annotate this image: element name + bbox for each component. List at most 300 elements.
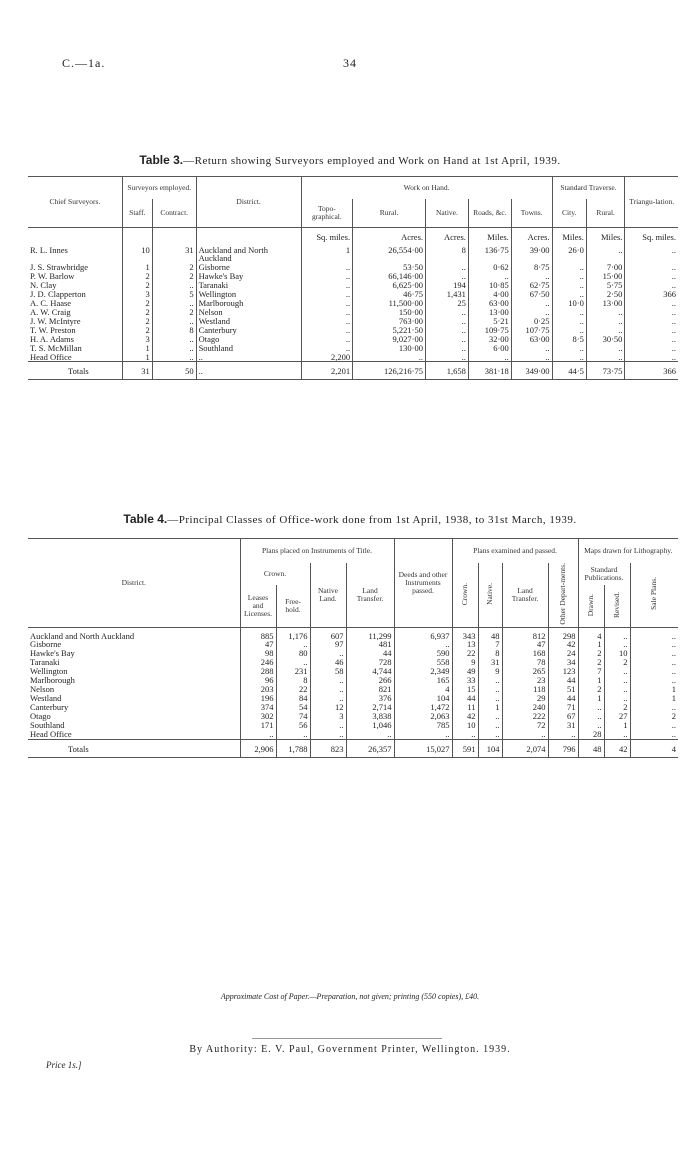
t3-cell <box>28 228 122 242</box>
t4-h-district: District. <box>28 539 240 628</box>
t4-cell: 171 <box>240 721 276 730</box>
page-number: 34 <box>343 56 357 70</box>
t3-cell: 53·50 <box>353 263 426 272</box>
t4-cell: 44 <box>548 694 578 703</box>
t3-cell: .. <box>468 353 511 362</box>
table4-header <box>28 539 678 628</box>
t4-cell: 98 <box>240 649 276 658</box>
t4-h-deeds: Deeds and other Instruments passed. <box>394 539 452 628</box>
t3-h-towns: Towns. <box>511 199 552 228</box>
t3-cell: A. W. Craig <box>28 308 122 317</box>
t3-row <box>28 353 678 362</box>
t3-cell: Marlborough <box>196 299 301 308</box>
t3-cell: 2 <box>152 263 196 272</box>
table3 <box>28 176 678 380</box>
t3-cell: 2 <box>122 326 152 335</box>
t4-cell: 84 <box>276 694 310 703</box>
t3-cell: .. <box>301 317 352 326</box>
t3-cell: 5 <box>152 290 196 299</box>
t3-cell: .. <box>426 272 469 281</box>
t3-cell: 150·00 <box>353 308 426 317</box>
t3-cell: .. <box>301 344 352 353</box>
t4-cell: 44 <box>346 649 394 658</box>
t4-cell: 2,074 <box>502 739 548 757</box>
authority-line: By Authority: E. V. Paul, Government Printer, Wellington. 1939. <box>189 1044 511 1055</box>
t3-cell: 763·00 <box>353 317 426 326</box>
t3-cell: .. <box>152 353 196 362</box>
t3-cell: 2 <box>122 281 152 290</box>
table3-title-label: Table 3. <box>139 153 184 167</box>
t3-cell: A. C. Haase <box>28 299 122 308</box>
t4-cell: .. <box>478 730 502 739</box>
t4-cell: 7 <box>478 640 502 649</box>
t3-cell: .. <box>152 317 196 326</box>
t3-cell: 7·00 <box>586 263 625 272</box>
t4-cell: .. <box>310 685 346 694</box>
t3-cell: Southland <box>196 344 301 353</box>
t4-cell: 481 <box>346 640 394 649</box>
t3-cell: 5·21 <box>468 317 511 326</box>
t4-cell: 231 <box>276 667 310 676</box>
t3-cell: .. <box>511 272 552 281</box>
t4-row <box>28 640 678 649</box>
t4-cell: 1 <box>671 692 676 703</box>
t3-cell: .. <box>511 353 552 362</box>
t3-cell: .. <box>671 298 676 309</box>
t4-cell: 203 <box>240 685 276 694</box>
t3-cell: .. <box>511 308 552 317</box>
t3-cell: .. <box>301 281 352 290</box>
t4-cell: Head Office <box>28 730 240 739</box>
t3-cell: .. <box>196 362 301 380</box>
t4-cell: .. <box>604 667 630 676</box>
t4-cell: 6,937 <box>394 627 452 640</box>
t4-cell: 71 <box>548 703 578 712</box>
t3-cell: .. <box>152 335 196 344</box>
t4-cell: 1,176 <box>276 627 310 640</box>
t3-cell: 6,625·00 <box>353 281 426 290</box>
t4-cell: Otago <box>28 712 240 721</box>
t4-cell: 1 <box>478 703 502 712</box>
t3-cell: 50 <box>152 362 196 380</box>
t3-cell: 4·00 <box>468 290 511 299</box>
t3-cell: .. <box>552 272 586 281</box>
t3-cell <box>152 228 196 242</box>
t3-cell: 2 <box>122 308 152 317</box>
t3-cell: 2·50 <box>586 290 625 299</box>
t3-cell: .. <box>671 271 676 282</box>
t3-units-row <box>28 228 678 242</box>
t4-cell: 8 <box>478 649 502 658</box>
t4-cell: .. <box>310 676 346 685</box>
t4-cell: 44 <box>548 676 578 685</box>
t3-cell: .. <box>552 353 586 362</box>
t3-cell: .. <box>426 317 469 326</box>
t4-cell: 1 <box>578 640 604 649</box>
t4-cell: .. <box>276 730 310 739</box>
t3-cell: J. D. Clapperton <box>28 290 122 299</box>
cost-note: Approximate Cost of Paper.—Preparation, not given; printing (550 copies), £40. <box>220 992 480 1001</box>
t4-row <box>28 667 678 676</box>
t4-cell: 590 <box>394 649 452 658</box>
t3-cell: 67·50 <box>511 290 552 299</box>
t4-cell: 2 <box>578 658 604 667</box>
t3-totals-row <box>28 362 678 380</box>
t4-cell: 2,714 <box>346 703 394 712</box>
t3-cell: 10 <box>122 242 152 264</box>
t4-totals-row <box>28 739 678 757</box>
t3-cell: 1,431 <box>426 290 469 299</box>
t3-cell: 13·00 <box>586 299 625 308</box>
t4-cell: 1,046 <box>346 721 394 730</box>
t3-cell: 10·85 <box>468 281 511 290</box>
table4-body <box>28 627 678 757</box>
t3-cell: .. <box>301 299 352 308</box>
t4-cell: Southland <box>28 721 240 730</box>
t4-cell: .. <box>578 712 604 721</box>
t3-cell: 6·00 <box>468 344 511 353</box>
t4-cell: 58 <box>310 667 346 676</box>
t4-cell: 42 <box>604 739 630 757</box>
table3-title <box>0 153 700 167</box>
t3-cell: T. W. Preston <box>28 326 122 335</box>
t3-cell: H. A. Adams <box>28 335 122 344</box>
t4-cell: 48 <box>578 739 604 757</box>
t4-cell: .. <box>671 701 676 712</box>
t3-cell: .. <box>586 353 625 362</box>
t3-cell: 66,146·00 <box>353 272 426 281</box>
t4-cell: 796 <box>548 739 578 757</box>
t3-cell: 109·75 <box>468 326 511 335</box>
t3-cell <box>196 228 301 242</box>
t4-cell: 1,472 <box>394 703 452 712</box>
t4-cell: .. <box>671 719 676 730</box>
footer-rule <box>252 1038 442 1039</box>
t3-cell: 107·75 <box>511 326 552 335</box>
t3-cell: 2 <box>122 272 152 281</box>
table4-title <box>0 512 700 526</box>
t3-cell: .. <box>586 317 625 326</box>
t4-cell: Gisborne <box>28 640 240 649</box>
t3-cell: .. <box>426 308 469 317</box>
t4-cell: 1 <box>578 694 604 703</box>
t3-cell: .. <box>301 263 352 272</box>
t3-cell: Canterbury <box>196 326 301 335</box>
t4-cell: 24 <box>548 649 578 658</box>
t4-cell: 222 <box>502 712 548 721</box>
t3-cell: .. <box>552 290 586 299</box>
t4-cell: 266 <box>346 676 394 685</box>
table4-title-text: —Principal Classes of Office-work done from 1st April, 1938, to 31st March, 1939. <box>167 514 577 526</box>
t3-cell: Taranaki <box>196 281 301 290</box>
t4-cell: 1 <box>671 684 676 695</box>
t3-cell: 0·25 <box>511 317 552 326</box>
t4-cell: 298 <box>548 627 578 640</box>
t4-cell: 2,349 <box>394 667 452 676</box>
t3-cell: 46·75 <box>353 290 426 299</box>
t4-cell: Wellington <box>28 667 240 676</box>
t4-h-ex-lt: Land Transfer. <box>502 563 548 627</box>
t3-cell: .. <box>511 344 552 353</box>
t3-cell: .. <box>586 242 625 264</box>
t4-cell: .. <box>240 730 276 739</box>
t3-cell: 11,500·00 <box>353 299 426 308</box>
t3-h-srural: Rural. <box>586 199 625 228</box>
t4-cell: 1 <box>604 721 630 730</box>
t4-cell: 9 <box>478 667 502 676</box>
table4 <box>28 538 678 758</box>
t4-cell: 47 <box>502 640 548 649</box>
t3-cell: .. <box>671 315 676 326</box>
t3-cell: 136·75 <box>468 242 511 264</box>
t4-cell: .. <box>604 730 630 739</box>
t3-cell: 2 <box>122 317 152 326</box>
t4-cell: 42 <box>452 712 478 721</box>
t3-h-staff: Staff. <box>122 199 152 228</box>
t4-cell: 885 <box>240 627 276 640</box>
t3-cell: 30·50 <box>586 335 625 344</box>
t4-h-examined: Plans examined and passed. <box>452 539 578 564</box>
t3-cell: .. <box>671 324 676 335</box>
t3-cell: Miles. <box>552 228 586 242</box>
t4-cell: .. <box>671 630 676 641</box>
t3-cell: 1,658 <box>426 362 469 380</box>
t4-row <box>28 676 678 685</box>
t4-cell: 240 <box>502 703 548 712</box>
t3-h-native: Native. <box>426 199 469 228</box>
t4-cell: .. <box>671 648 676 659</box>
t3-cell: 63·00 <box>511 335 552 344</box>
t3-cell: .. <box>152 299 196 308</box>
t4-cell: .. <box>310 730 346 739</box>
t3-cell: T. S. McMillan <box>28 344 122 353</box>
t4-cell: 4 <box>630 739 678 757</box>
t3-cell: Wellington <box>196 290 301 299</box>
t3-cell: 5·75 <box>586 281 625 290</box>
t4-h-ex-native: Native. <box>485 582 495 605</box>
t3-cell: 31 <box>122 362 152 380</box>
t4-cell: 7 <box>578 667 604 676</box>
t3-cell: Miles. <box>586 228 625 242</box>
t3-cell: 1 <box>122 263 152 272</box>
t3-cell: 366 <box>663 289 676 300</box>
t3-h-work: Work on Hand. <box>301 177 552 200</box>
t3-cell: 2,200 <box>301 353 352 362</box>
t3-cell: Totals <box>28 362 122 380</box>
t4-cell: .. <box>310 721 346 730</box>
t4-h-crown: Crown. <box>240 563 310 585</box>
t3-cell: 63·00 <box>468 299 511 308</box>
t4-row <box>28 694 678 703</box>
t4-cell: 823 <box>310 739 346 757</box>
table3-body <box>28 228 678 380</box>
t3-cell: .. <box>468 272 511 281</box>
t4-cell: .. <box>671 666 676 677</box>
t3-cell: Acres. <box>353 228 426 242</box>
t3-cell: 0·62 <box>468 263 511 272</box>
t3-cell: .. <box>426 326 469 335</box>
t4-cell: 288 <box>240 667 276 676</box>
t4-cell: 728 <box>346 658 394 667</box>
t3-cell: 366 <box>625 362 678 380</box>
t4-cell: 96 <box>240 676 276 685</box>
t4-cell: 165 <box>394 676 452 685</box>
t3-cell: .. <box>301 308 352 317</box>
t4-cell: 4 <box>578 627 604 640</box>
t3-cell: .. <box>552 308 586 317</box>
t3-cell: 2 <box>152 308 196 317</box>
t4-cell: 10 <box>452 721 478 730</box>
t3-cell: 1 <box>122 344 152 353</box>
t3-h-chief: Chief Surveyors. <box>28 177 122 228</box>
t4-cell: Marlborough <box>28 676 240 685</box>
t3-cell: .. <box>671 351 676 362</box>
t4-h-freehold: Free-hold. <box>276 585 310 627</box>
t3-cell: .. <box>671 306 676 317</box>
t3-h-contract: Contract. <box>152 199 196 228</box>
t4-cell: 28 <box>578 730 604 739</box>
t4-cell: 104 <box>394 694 452 703</box>
t4-row <box>28 658 678 667</box>
t3-cell: J. S. Strawbridge <box>28 263 122 272</box>
t4-cell: .. <box>548 730 578 739</box>
t4-row <box>28 627 678 640</box>
t3-cell: N. Clay <box>28 281 122 290</box>
t3-cell: .. <box>152 344 196 353</box>
t4-cell: 821 <box>346 685 394 694</box>
t3-cell: .. <box>586 326 625 335</box>
t3-cell: 3 <box>122 290 152 299</box>
t4-cell: .. <box>394 640 452 649</box>
t4-cell: 246 <box>240 658 276 667</box>
t4-cell: .. <box>276 658 310 667</box>
t4-cell: 74 <box>276 712 310 721</box>
t3-cell: 1 <box>301 242 352 264</box>
t4-cell: 3 <box>310 712 346 721</box>
t4-cell: .. <box>671 675 676 686</box>
t4-cell: 3,838 <box>346 712 394 721</box>
t3-cell: .. <box>552 326 586 335</box>
t3-h-district: District. <box>196 177 301 228</box>
t3-cell: 32·00 <box>468 335 511 344</box>
t4-cell: 1,788 <box>276 739 310 757</box>
t3-cell: R. L. Innes <box>28 242 122 264</box>
t4-row <box>28 721 678 730</box>
t3-cell: 44·5 <box>552 362 586 380</box>
t4-cell: 13 <box>452 640 478 649</box>
t4-cell: 97 <box>310 640 346 649</box>
t4-cell: .. <box>671 657 676 668</box>
t3-cell: .. <box>301 290 352 299</box>
t3-cell: .. <box>301 326 352 335</box>
t4-cell: 812 <box>502 627 548 640</box>
t4-cell: .. <box>276 640 310 649</box>
t4-cell: 15,027 <box>394 739 452 757</box>
t3-cell: J. W. McIntyre <box>28 317 122 326</box>
t3-cell: Otago <box>196 335 301 344</box>
t4-cell: 8 <box>276 676 310 685</box>
t4-cell: .. <box>604 694 630 703</box>
t4-cell: .. <box>478 694 502 703</box>
t3-cell: 2 <box>122 299 152 308</box>
t4-cell: 31 <box>478 658 502 667</box>
t4-cell: 15 <box>452 685 478 694</box>
t4-h-land-transfer: Land Transfer. <box>346 563 394 627</box>
t3-cell: Miles. <box>468 228 511 242</box>
t4-cell: 2 <box>604 703 630 712</box>
t4-row <box>28 712 678 721</box>
t4-cell: 591 <box>452 739 478 757</box>
t4-cell: 54 <box>276 703 310 712</box>
t4-cell: 47 <box>240 640 276 649</box>
t3-cell: Auckland and North Auckland <box>196 242 301 264</box>
t3-cell: Westland <box>196 317 301 326</box>
t4-cell: 374 <box>240 703 276 712</box>
t4-cell: 4,744 <box>346 667 394 676</box>
t3-cell: 381·18 <box>468 362 511 380</box>
t4-cell: 11 <box>452 703 478 712</box>
t3-cell: 62·75 <box>511 281 552 290</box>
t3-cell: 8 <box>426 242 469 264</box>
t4-h-native-land: Native Land. <box>310 563 346 627</box>
t3-cell: .. <box>426 353 469 362</box>
t4-cell: 48 <box>478 627 502 640</box>
t3-cell: 13·00 <box>468 308 511 317</box>
t3-cell: Sq. miles. <box>301 228 352 242</box>
t3-h-std: Standard Traverse. <box>552 177 625 200</box>
t4-cell: Taranaki <box>28 658 240 667</box>
t3-cell: .. <box>353 353 426 362</box>
t3-cell: .. <box>301 272 352 281</box>
table3-header <box>28 177 678 228</box>
t4-cell: .. <box>671 639 676 650</box>
t4-cell: 23 <box>502 676 548 685</box>
t4-cell: 1 <box>578 676 604 685</box>
t4-cell: 558 <box>394 658 452 667</box>
t3-h-rural: Rural. <box>353 199 426 228</box>
t3-cell: .. <box>552 344 586 353</box>
t3-cell: 73·75 <box>586 362 625 380</box>
t3-cell: .. <box>586 344 625 353</box>
t3-cell: Sq. miles. <box>642 231 676 242</box>
t4-cell: 118 <box>502 685 548 694</box>
t4-cell: 343 <box>452 627 478 640</box>
t4-row <box>28 730 678 739</box>
t3-cell: .. <box>426 263 469 272</box>
t4-cell: .. <box>452 730 478 739</box>
t3-cell: .. <box>671 280 676 291</box>
t3-cell: Acres. <box>511 228 552 242</box>
t3-h-topo: Topo-graphical. <box>301 199 352 228</box>
t3-cell: P. W. Barlow <box>28 272 122 281</box>
t4-cell: 4 <box>394 685 452 694</box>
price-line: Price 1s.] <box>46 1060 82 1070</box>
t3-row <box>28 242 678 264</box>
t4-cell: .. <box>478 685 502 694</box>
t4-row <box>28 703 678 712</box>
t4-cell: 265 <box>502 667 548 676</box>
t4-cell: Canterbury <box>28 703 240 712</box>
t4-cell: 376 <box>346 694 394 703</box>
t4-cell: .. <box>578 703 604 712</box>
t3-cell: .. <box>511 299 552 308</box>
t4-cell: 11,299 <box>346 627 394 640</box>
t3-cell: 15·00 <box>586 272 625 281</box>
t4-cell: .. <box>394 730 452 739</box>
t3-cell: Head Office <box>28 353 122 362</box>
table3-title-text: —Return showing Surveyors employed and Work on Hand at 1st April, 1939. <box>183 155 561 167</box>
t4-h-maps: Maps drawn for Lithography. <box>584 546 673 556</box>
